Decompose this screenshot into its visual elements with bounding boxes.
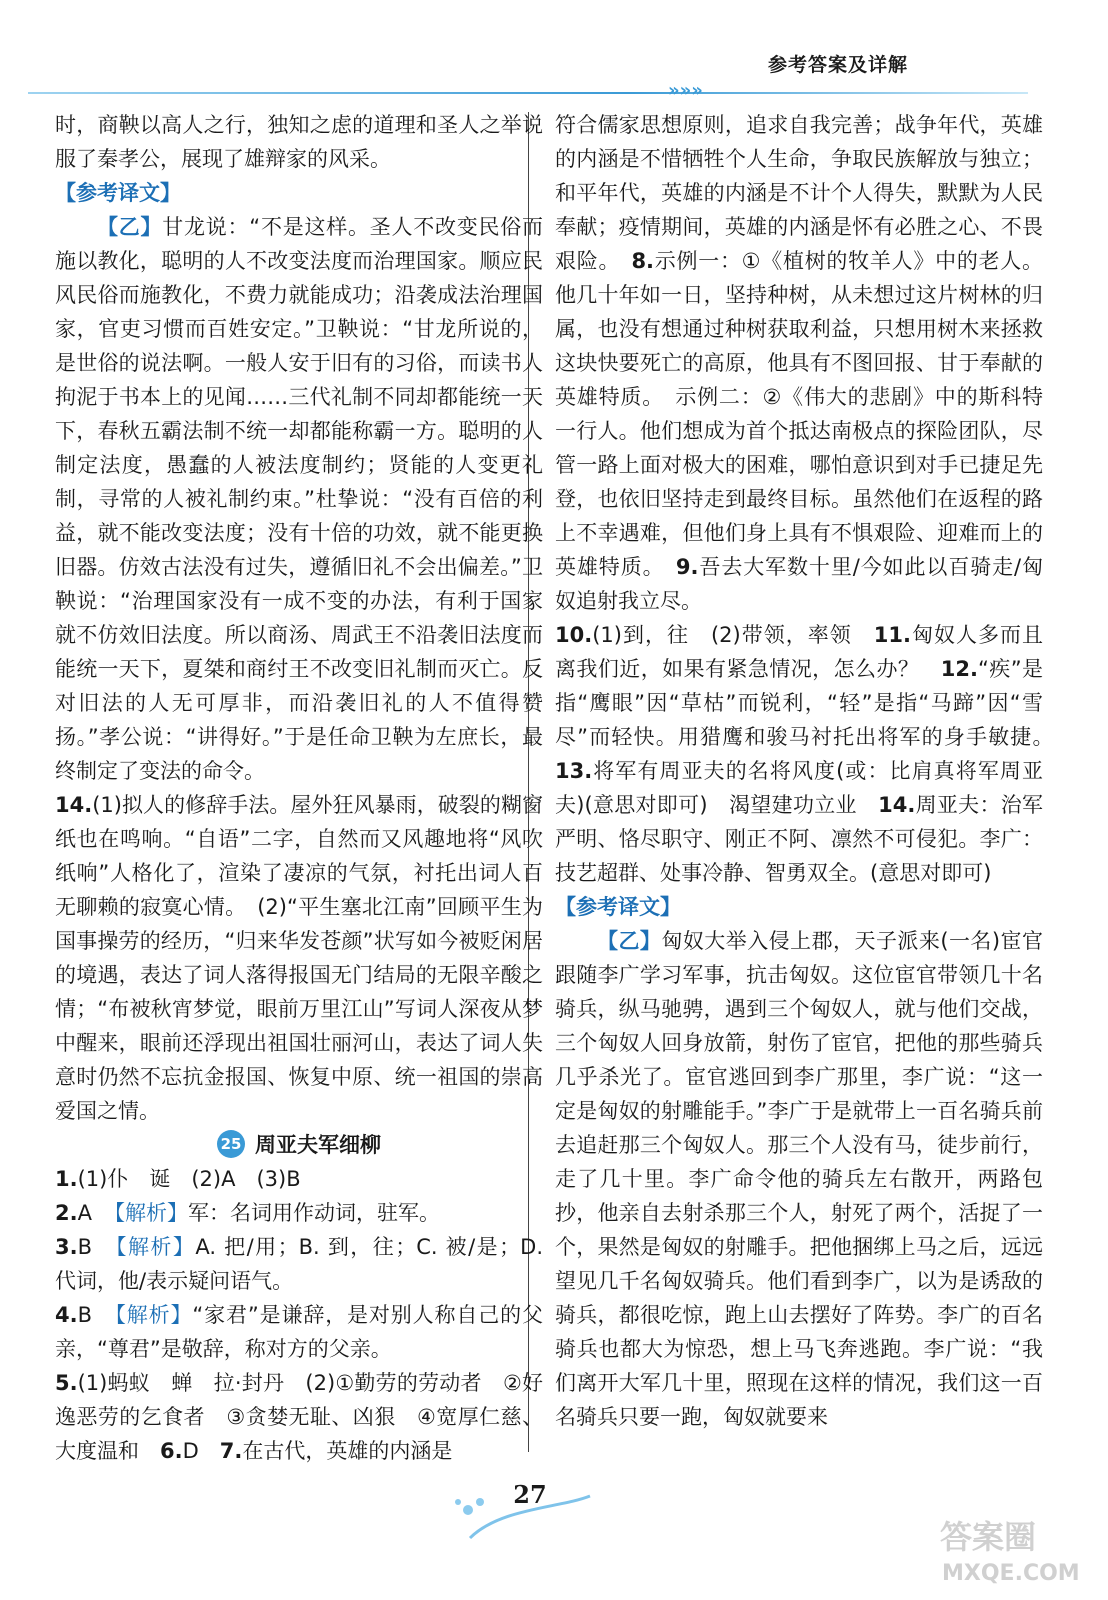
answer-group xyxy=(55,1366,543,1468)
item-text: D xyxy=(182,1439,220,1463)
item-number: 6. xyxy=(160,1439,183,1463)
item-text: 在古代，英雄的内涵是 xyxy=(242,1439,453,1463)
item-number: 12. xyxy=(940,657,978,681)
page-number: 27 xyxy=(513,1480,547,1509)
answer-item xyxy=(55,1298,543,1366)
item-text: (1)蚂蚁 蝉 拉·封丹 (2)①勤劳的劳动者 ②好逸恶劳的乞食者 ③贪婪无耻、凶狠 ④宽厚仁慈、大度温和 xyxy=(55,1371,543,1463)
item-text: 军：名词用作动词，驻军。 xyxy=(187,1201,440,1225)
item-text: 示例一：①《植树的牧羊人》中的老人。他几十年如一日，坚持种树，从未想过这片树林的归属，也没有想通过种树获取利益，只想用树木来拯救这块快要死亡的高原，他具有不图回报、甘于奉献的英雄特质。 示例二：②《伟大的悲剧》中的斯科特一行人。他们想成为首个抵达南极点的探险团队，尽管一路上面对极大的困难，哪怕意识到对手已捷足先登，也依旧坚持走到最终目标。虽然他们在返程的路上不幸遇难，但他们身上具有不惧艰险、迎难而上的英雄特质。 xyxy=(555,249,1044,579)
item-text: “疾”是指“鹰眼”因“草枯”而锐利，“轻”是指“马蹄”因“雪尽”而轻快。用猎鹰和骏马衬托出将军的身手敏捷。 xyxy=(555,657,1064,749)
answer-item xyxy=(55,1162,543,1196)
header-rule xyxy=(28,80,1028,100)
item-number: 3. xyxy=(55,1235,78,1259)
paragraph: 时，商鞅以高人之行，独知之虑的道理和圣人之举说服了秦孝公，展现了雄辩家的风采。 xyxy=(55,113,543,171)
right-column xyxy=(555,108,1064,1434)
answer-group xyxy=(555,618,1064,890)
item-number: 9. xyxy=(675,555,699,579)
translation-paragraph xyxy=(555,924,1043,1434)
analysis-label: 【解析】 xyxy=(104,1235,196,1259)
item-text: (1)仆 诞 (2)A (3)B xyxy=(77,1167,301,1191)
item-text: 周亚夫：治军严明、恪尽职守、刚正不阿、凛然不可侵犯。李广：技艺超群、处事冷静、智勇双全。(意思对即可) xyxy=(555,793,1044,885)
item-number: 5. xyxy=(55,1371,78,1395)
lesson-title-text: 周亚夫军细柳 xyxy=(255,1133,381,1157)
item-text: 符合儒家思想原则，追求自我完善；战争年代，英雄的内涵是不惜牺牲个人生命，争取民族解放与独立；和平年代，英雄的内涵是不计个人得失，默默为人民奉献；疫情期间，英雄的内涵是怀有必胜之心、不畏艰险。 xyxy=(555,113,1043,273)
answer-item xyxy=(55,1230,543,1298)
item-answer: A xyxy=(77,1201,92,1225)
answer-item xyxy=(55,1196,543,1230)
section-tag: 【参考译文】 xyxy=(55,181,181,205)
item-text: “家君”是谦辞，是对别人称自己的父亲，“尊君”是敬辞，称对方的父亲。 xyxy=(55,1303,543,1361)
left-column xyxy=(55,108,543,1468)
item-number: 8. xyxy=(631,249,655,273)
analysis-label: 【解析】 xyxy=(103,1201,188,1225)
item-text: A. 把/用；B. 到，往；C. 被/是；D. 代词，他/表示疑问语气。 xyxy=(55,1235,543,1293)
item-number: 10. xyxy=(555,623,593,647)
header-title: 参考答案及详解 xyxy=(767,54,908,76)
header-arrows-icon: »»» xyxy=(668,80,703,100)
item-number: 13. xyxy=(555,759,593,783)
item-text: 将军有周亚夫的名将风度(或：比肩真将军周亚夫)(意思对即可) 渴望建功立业 xyxy=(555,759,1043,817)
translation-paragraph xyxy=(55,210,543,788)
item-number: 2. xyxy=(55,1201,78,1225)
watermark-logo xyxy=(938,1510,1088,1590)
svg-text:答案圈: 答案圈 xyxy=(940,1518,1037,1556)
item-number: 1. xyxy=(55,1167,78,1191)
item-number: 11. xyxy=(873,623,911,647)
item-text: 匈奴人多而且离我们近，如果有紧急情况，怎么办？ xyxy=(555,623,1043,681)
paragraph-text: 匈奴大举入侵上郡，天子派来(一名)宦官跟随李广学习军事，抗击匈奴。这位宦官带领几十名骑兵，纵马驰骋，遇到三个匈奴人，就与他们交战，三个匈奴人回身放箭，射伤了宦官，把他的那些骑兵几乎杀光了。宦官逃回到李广那里，李广说：“这一定是匈奴的射雕能手。”李广于是就带上一百名骑兵前去追赶那三个匈奴人。那三个人没有马，徒步前行，走了几十里。李广命令他的骑兵左右散开，两路包抄，他亲自去射杀那三个人，射死了两个，活捉了一个，果然是匈奴的射雕手。把他捆绑上马之后，远远望见几千名匈奴骑兵。他们看到李广，以为是诱敌的骑兵，都很吃惊，跑上山去摆好了阵势。李广的百名骑兵也都大为惊恐，想上马飞奔逃跑。李广说：“我们离开大军几十里，照现在这样的情况，我们这一百名骑兵只要一跑，匈奴就要来 xyxy=(555,929,1043,1429)
lesson-title xyxy=(55,1128,543,1162)
paragraph-text: 甘龙说：“不是这样。圣人不改变民俗而施以教化，聪明的人不改变法度而治理国家。顺应民风民俗而施教化，不费力就能成功；沿袭成法治理国家，官吏习惯而百姓安定。”卫鞅说：“甘龙所说的，是世俗的说法啊。一般人安于旧有的习俗，而读书人拘泥于书本上的见闻……三代礼制不同却都能统一天下，春秋五霸法制不统一却都能称霸一方。聪明的人制定法度，愚蠢的人被法度制约；贤能的人变更礼制，寻常的人被礼制约束。”杜挚说：“没有百倍的利益，就不能改变法度；没有十倍的功效，就不能更换旧器。仿效古法没有过失，遵循旧礼不会出偏差。”卫鞅说：“治理国家没有一成不变的办法，有利于国家就不仿效旧法度。所以商汤、周武王不沿袭旧法度而能统一天下，夏桀和商纣王不改变旧礼制而灭亡。反对旧法的人无可厚非，而沿袭旧礼的人不值得赞扬。”孝公说：“讲得好。”于是任命卫鞅为左庶长，最终制定了变法的命令。 xyxy=(55,215,544,783)
item-number: 14. xyxy=(55,793,93,817)
item-number: 4. xyxy=(55,1303,78,1327)
item-number: 7. xyxy=(219,1439,243,1463)
paragraph-lead: 【乙】 xyxy=(597,929,662,953)
paragraph-lead: 【乙】 xyxy=(97,215,163,239)
item-number: 14. xyxy=(878,793,916,817)
item-text: 吾去大军数十里/今如此以百骑走/匈奴追射我立尽。 xyxy=(555,555,1044,613)
analysis-label: 【解析】 xyxy=(104,1303,193,1327)
section-tag: 【参考译文】 xyxy=(555,895,681,919)
lesson-number-badge: 25 xyxy=(217,1130,245,1158)
answer-group xyxy=(555,108,1043,618)
answer-item xyxy=(55,788,543,1128)
item-answer: B xyxy=(77,1303,93,1327)
item-answer: B xyxy=(77,1235,93,1259)
item-text: (1)拟人的修辞手法。屋外狂风暴雨，破裂的糊窗纸也在鸣响。“自语”二字，自然而又风趣地将“风吹纸响”人格化了，渲染了凄凉的气氛，衬托出词人百无聊赖的寂寞心情。 (2)“平生塞北江南”回顾平生为国事操劳的经历，“归来华发苍颜”状写如今被贬闲居的境遇，表达了词人落得报国无门结局的无限辛酸之情；“布被秋宵梦觉，眼前万里江山”写词人深夜从梦中醒来，眼前还浮现出祖国壮丽河山，表达了词人失意时仍然不忘抗金报国、恢复中原、统一祖国的崇高爱国之情。 xyxy=(55,793,543,1123)
item-text: (1)到，往 (2)带领，率领 xyxy=(592,623,874,647)
svg-text:MXQE.COM: MXQE.COM xyxy=(942,1561,1080,1586)
